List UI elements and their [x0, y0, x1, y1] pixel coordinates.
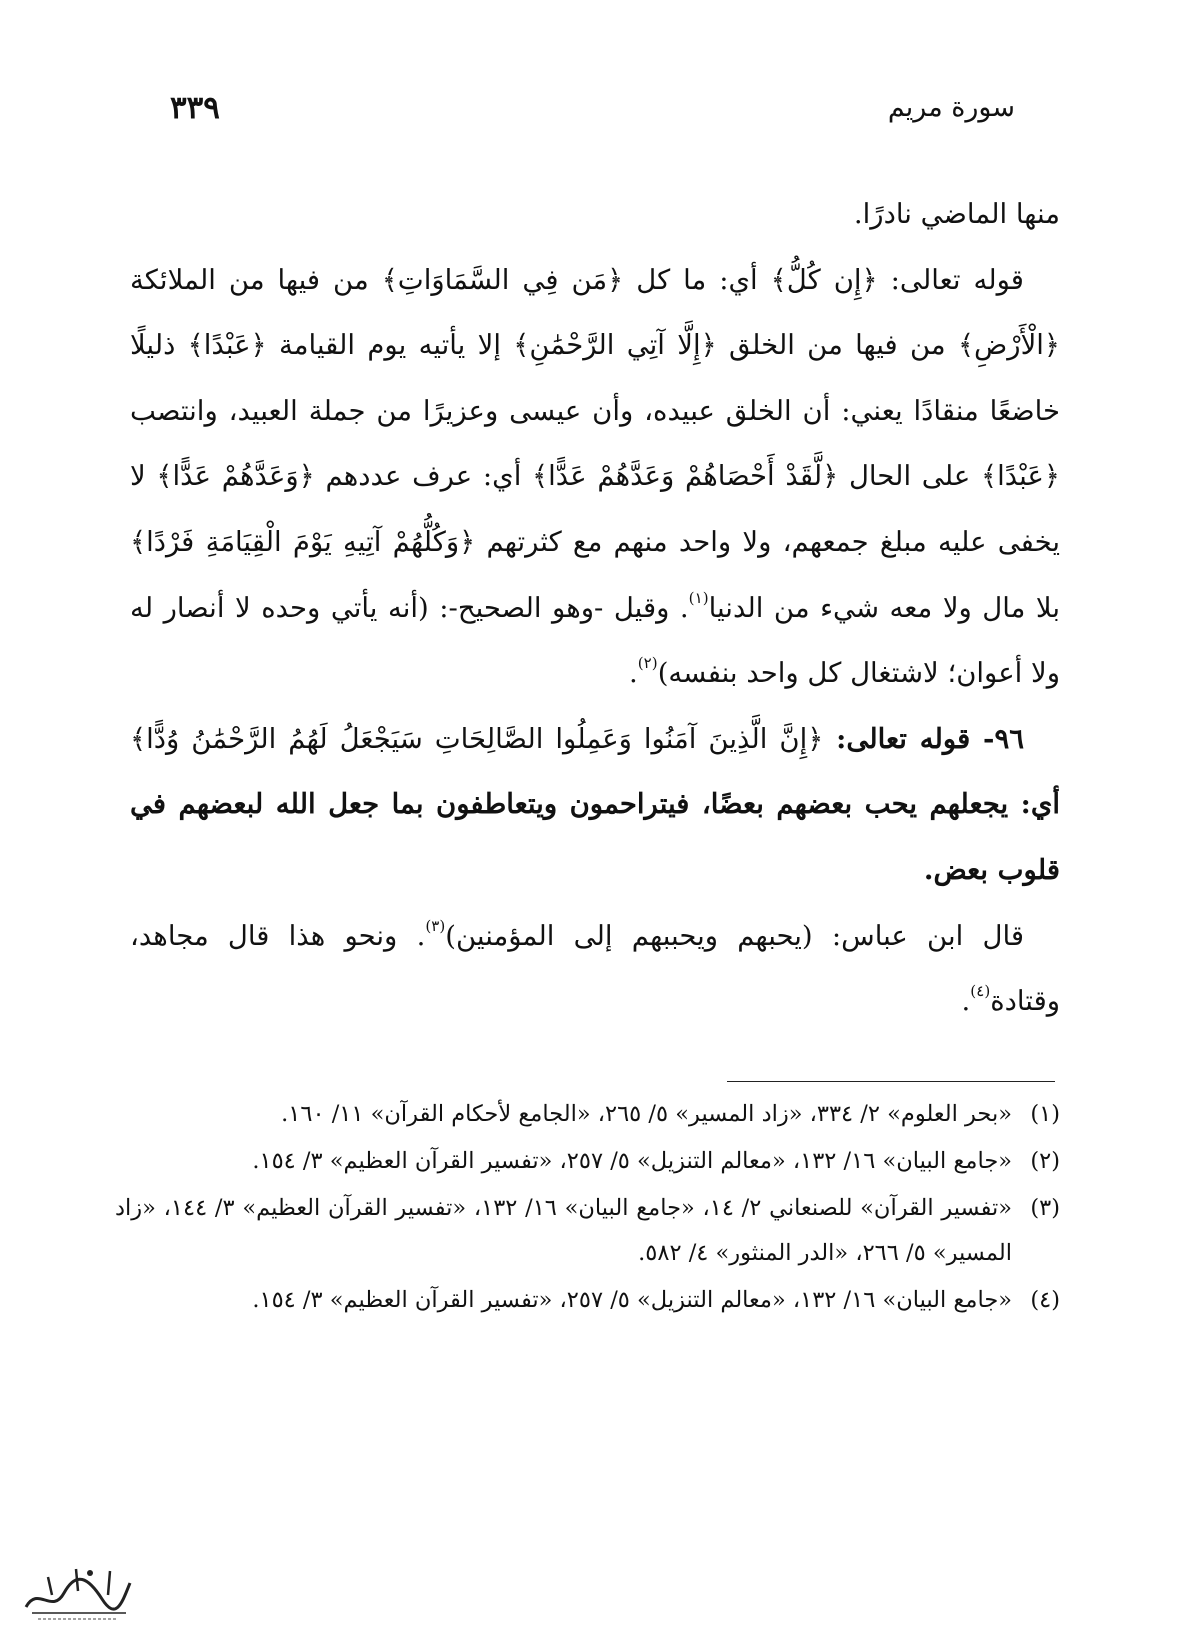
footnote-ref[interactable]: (١) — [688, 588, 709, 607]
footnote-ref[interactable]: (٤) — [970, 982, 991, 1001]
text-run: . وقيل -وهو الصحيح-: (أنه يأتي وحده لا أنصار له ولا أعوان؛ لاشتغال كل واحد بنفسه) — [130, 591, 1060, 690]
footnote-number: (١) — [1030, 1101, 1060, 1127]
quran-quote: ﴿لَّقَدْ أَحْصَاهُمْ وَعَدَّهُمْ عَدًّا﴾ — [532, 460, 839, 493]
text-run: أي: ما كل — [623, 263, 771, 296]
main-text — [130, 182, 1060, 1035]
text-run: قوله تعالى: — [877, 263, 1024, 296]
text-run: بلا مال ولا معه شيء من الدنيا — [708, 591, 1060, 624]
text-run: من فيها من الملائكة — [130, 263, 382, 296]
footnote-1 — [115, 1092, 1060, 1137]
quran-quote: ﴿عَبْدًا﴾ — [980, 460, 1060, 493]
text-run: على الحال — [838, 460, 981, 493]
text-run: . ونحو هذا قال مجاهد، وقتادة — [130, 919, 1060, 1018]
footnote-divider — [727, 1081, 1055, 1082]
page-number: ٣٣٩ — [170, 90, 220, 126]
text-run: . — [629, 657, 638, 690]
watermark-logo-icon — [18, 1555, 138, 1625]
footnote-2 — [115, 1139, 1060, 1184]
quran-quote: ﴿مَن فِي السَّمَاوَاتِ﴾ — [381, 263, 624, 296]
footnote-4 — [115, 1278, 1060, 1323]
quran-quote: ﴿الْأَرْضِ﴾ — [957, 329, 1061, 362]
paragraph-2 — [130, 248, 1060, 707]
text-run: قال ابن عباس: (يحبهم ويحببهم إلى المؤمنين) — [445, 919, 1025, 952]
text-run: من فيها من الخلق — [716, 329, 958, 362]
text-run: لا يخفى عليه مبلغ جمعهم، ولا واحد منهم مع كثرتهم — [130, 460, 1060, 558]
paragraph-4 — [130, 904, 1060, 1035]
quran-quote: ﴿إِن كُلُّ﴾ — [770, 263, 878, 296]
paragraph-3 — [130, 707, 1060, 904]
footnote-text: «تفسير القرآن» للصنعاني ٢/ ١٤، «جامع البيان» ١٦/ ١٣٢، «تفسير القرآن العظيم» ٣/ ١٤٤، «زاد المسير» ٥/ ٢٦٦، «الدر المنثور» ٤/ ٥٨٢. — [115, 1195, 1013, 1266]
text-run: أي: يجعلهم يحب بعضهم بعضًا، فيتراحمون ويتعاطفون بما جعل الله لبعضهم في قلوب بعض. — [130, 788, 1060, 886]
quran-quote: ﴿إِلَّا آتِي الرَّحْمَٰنِ﴾ — [513, 329, 717, 362]
text-run: أي: عرف عددهم — [314, 460, 533, 493]
footnotes — [115, 1092, 1060, 1325]
surah-title: سورة مريم — [887, 92, 1015, 123]
footnote-number: (٤) — [1030, 1287, 1060, 1313]
footnote-text: «جامع البيان» ١٦/ ١٣٢، «معالم التنزيل» ٥/ ٢٥٧، «تفسير القرآن العظيم» ٣/ ١٥٤. — [252, 1287, 1012, 1313]
footnote-ref[interactable]: (٢) — [637, 654, 658, 673]
quran-quote: ﴿إِنَّ الَّذِينَ آمَنُوا وَعَمِلُوا الصَّالِحَاتِ سَيَجْعَلُ لَهُمُ الرَّحْمَٰنُ وُدًّا﴾ — [130, 722, 824, 755]
quran-quote: ﴿عَبْدًا﴾ — [187, 329, 267, 362]
footnote-text: «بحر العلوم» ٢/ ٣٣٤، «زاد المسير» ٥/ ٢٦٥، «الجامع لأحكام القرآن» ١١/ ١٦٠. — [281, 1101, 1012, 1127]
quran-quote: ﴿وَعَدَّهُمْ عَدًّا﴾ — [156, 460, 315, 493]
text-run: ذليلًا خاضعًا منقادًا يعني: أن الخلق عبيده، وأن عيسى وعزيرًا من جملة العبيد، وانتصب — [130, 329, 1060, 427]
page-header — [170, 92, 1015, 142]
quran-quote: ﴿وَكُلُّهُمْ آتِيهِ يَوْمَ الْقِيَامَةِ فَرْدًا﴾ — [130, 525, 476, 558]
text-run: إلا يأتيه يوم القيامة — [266, 329, 514, 362]
footnote-number: (٣) — [1030, 1195, 1060, 1221]
footnote-text: «جامع البيان» ١٦/ ١٣٢، «معالم التنزيل» ٥/ ٢٥٧، «تفسير القرآن العظيم» ٣/ ١٥٤. — [252, 1148, 1012, 1174]
footnote-3 — [115, 1186, 1060, 1276]
text-run: . — [961, 985, 971, 1018]
footnote-number: (٢) — [1030, 1148, 1060, 1174]
paragraph-1: منها الماضي نادرًا. — [853, 198, 1060, 230]
footnote-ref[interactable]: (٣) — [425, 916, 446, 935]
verse-heading: ٩٦- قوله تعالى: — [823, 722, 1024, 755]
